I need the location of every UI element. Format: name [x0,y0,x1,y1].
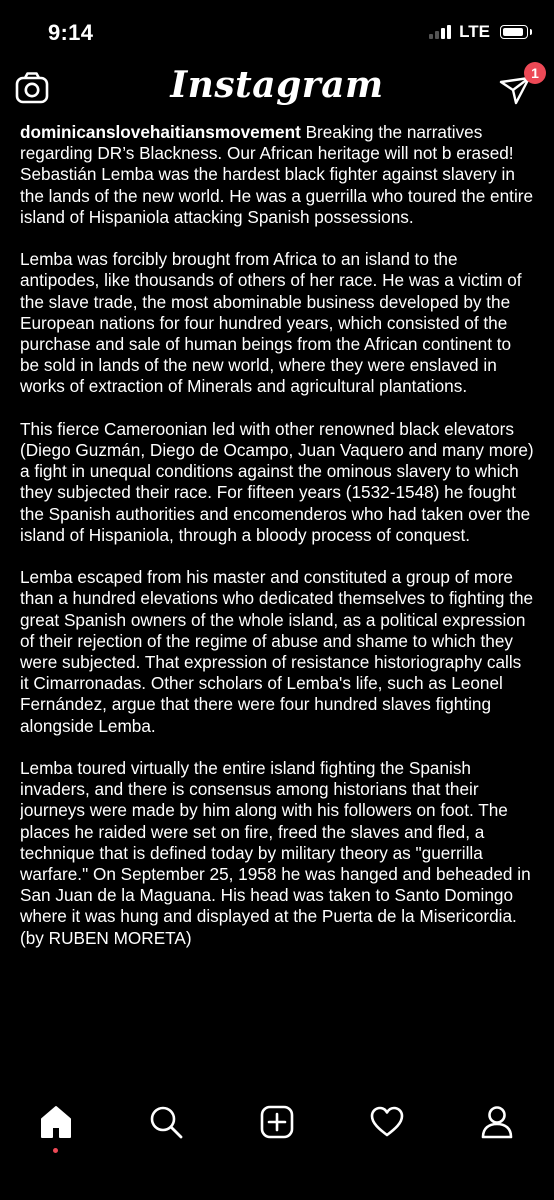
tab-activity[interactable] [357,1104,417,1154]
caption-paragraph: Lemba toured virtually the entire island fighting the Spanish invaders, and there is consensus among historians that their journeys were made by him along with his followers on foot. The places he raided were set on fire, freed the slaves and fled, a technique that is defined today by military theory as "guerrilla warfare." On September 25, 1958 he was hanged and beheaded in San Juan de la Maguana. His head was taken to Santo Domingo where it was hung and displayed at the Puerta de la Misericordia. (by RUBEN MORETA) [20,758,531,948]
app-header [0,62,554,120]
search-icon [148,1104,184,1140]
heart-icon [369,1104,405,1140]
caption-paragraph: Lemba escaped from his master and constituted a group of more than a hundred elevations who dedicated themselves to fighting the great Spanish owners of the whole island, as a political expression of their rejection of the regime of abuse and shame to which they were subjected. That expression of resistance historiography calls it Cimarronadas. Other scholars of Lemba's life, such as Leonel Fernández, argue that there were four hundred slaves fighting alongside Lemba. [20,567,534,736]
battery-icon [500,25,528,39]
notification-dot [53,1148,58,1153]
caption-intro-text: Breaking the narratives regarding DR’s Blackness. Our African heritage will not b erased! [20,122,514,164]
caption-paragraph: This fierce Cameroonian led with other renowned black elevators (Diego Guzmán, Diego de Ocampo, Juan Vaquero and many more) a fight in unequal conditions against the ominous slavery to which they subjected their race. For fifteen years (1532-1548) he fought the Spanish authorities and encomenderos who had taken over the island of Hispaniola, through a bloody process of conquest. [20,418,534,545]
status-indicators [429,22,528,42]
profile-icon [479,1104,515,1140]
instagram-logo[interactable]: Instagram [170,64,384,106]
notification-badge: 1 [524,62,546,84]
add-post-icon [259,1104,295,1140]
tab-search[interactable] [136,1104,196,1154]
status-time: 9:14 [48,20,94,45]
tab-new-post[interactable] [247,1104,307,1154]
network-type: LTE [459,22,490,41]
tab-profile[interactable] [467,1104,527,1154]
post-caption-view[interactable] [20,122,534,1094]
post-caption [20,122,534,949]
home-icon [38,1104,74,1140]
bottom-tab-bar [0,1094,554,1200]
caption-paragraph: Sebastián Lemba was the hardest black fighter against slavery in the lands of the new world. He was a guerrilla who toured the entire island of Hispaniola attacking Spanish possessions. [20,164,534,227]
caption-paragraph: Lemba was forcibly brought from Africa to an island to the antipodes, like thousands of others of her race. He was a victim of the slave trade, the most abominable business developed by the European nations for four hundred years, which consisted of the purchase and sale of human beings from the African continent to be sold in lands of the new world, where they were enslaved in works of extraction of Minerals and agricultural plantations. [20,249,522,397]
status-bar [0,0,554,62]
username-link[interactable]: dominicanslovehaitiansmovement [20,122,301,142]
cellular-signal-icon [429,25,451,39]
caption-intro [20,122,534,164]
tab-home[interactable] [26,1104,86,1154]
